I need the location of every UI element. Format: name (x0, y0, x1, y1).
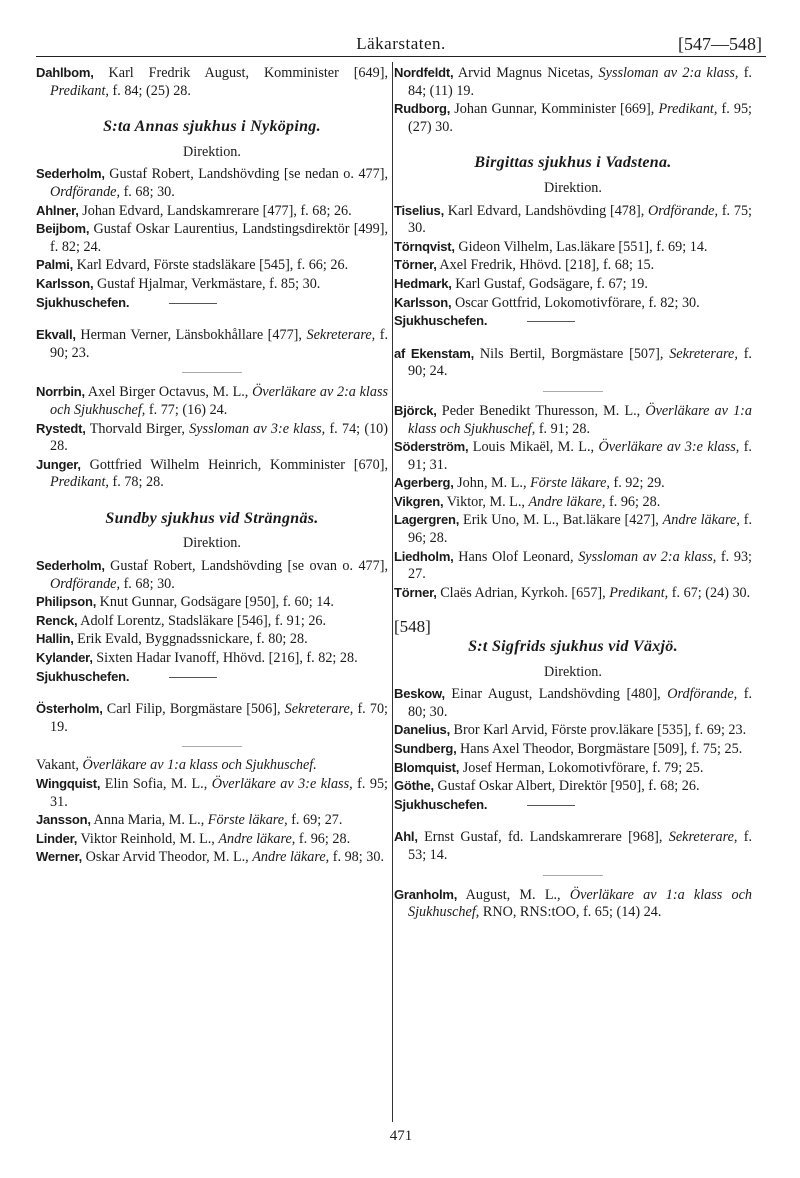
person-name: Nordfeldt, (394, 65, 454, 80)
person-name: Granholm, (394, 886, 458, 902)
person-years: f. 78; 28. (108, 474, 164, 491)
person-entry (36, 775, 388, 811)
person-name: Palmi, (36, 257, 74, 273)
direktion-heading: Direktion. (544, 663, 602, 680)
person-years: f. 80; 30. (408, 686, 752, 720)
person-years: f. 90; 24. (408, 345, 752, 380)
person-entry (36, 848, 388, 867)
person-name: Beijbom, (36, 221, 90, 237)
person-years: f. 93; 27. (408, 548, 752, 583)
running-title: Läkarstaten. (356, 34, 446, 53)
page (36, 0, 766, 1178)
person-years: f. 69; 27. (287, 812, 343, 829)
person-entry (394, 548, 752, 584)
person-name: af Ekenstam, (394, 345, 475, 361)
person-details: Carl Filip, Borgmästare [506], (102, 701, 285, 718)
sjukhuschef-label: Sjukhuschefen. (36, 668, 388, 687)
section-title-birgittas: Birgittas sjukhus i Vadstena. (474, 154, 672, 172)
person-years: f. 74; (10) 28. (50, 420, 388, 455)
annas-secretary (36, 326, 388, 362)
person-years: f. 95; (27) 30. (408, 101, 752, 135)
person-details: Anna Maria, M. L., (90, 812, 208, 829)
person-years: f. 91; 28. (535, 420, 591, 437)
person-role: Ordförande, (667, 686, 738, 703)
person-name: Rudborg, (394, 101, 451, 117)
person-entry (394, 100, 752, 136)
person-years: f. 96; 28. (605, 493, 661, 510)
person-details: Johan Gunnar, Komminister [669], (450, 101, 659, 118)
person-years: f. 68; 30. (120, 183, 175, 200)
person-details: Hans Axel Theodor, Borgmästare [509], f. 75; 25. (456, 741, 743, 757)
person-details: Peder Benedikt Thuresson, M. L., (436, 402, 646, 419)
person-entry (36, 420, 388, 456)
annas-direktion-list (36, 165, 388, 293)
direktion-heading: Direktion. (183, 535, 241, 552)
person-details: Gottfried Wilhelm Heinrich, Komminister [670], (80, 456, 388, 473)
person-role: Överläkare av 3:e klass, (211, 776, 353, 792)
person-details: Nils Bertil, Borgmästare [507], (474, 345, 670, 362)
person-entry (36, 700, 388, 736)
person-details: Johan Edvard, Landskamrerare [477], f. 68; 26. (78, 202, 352, 219)
person-details: Karl Edvard, Landshövding [478], (443, 202, 649, 219)
person-details: Einar August, Landshövding [480], (444, 686, 668, 703)
person-role: Andre läkare, (252, 849, 330, 866)
person-entry (394, 493, 752, 512)
separator (543, 391, 603, 392)
person-entry (36, 64, 388, 100)
person-details: Viktor, M. L., (443, 493, 529, 510)
person-years: f. 96; 28. (295, 830, 351, 847)
page-header (36, 32, 766, 57)
person-role: Förste läkare, (530, 475, 610, 492)
person-details: Gustaf Robert, Landshövding [se nedan o. 477], (104, 166, 388, 183)
person-entry (36, 202, 388, 221)
person-name: Danelius, (394, 722, 450, 738)
person-role: Predikant, (50, 82, 109, 99)
entry-range: [547—548] (678, 34, 762, 54)
person-role: Överläkare av 1:a klass och Sjukhuschef, (408, 402, 752, 437)
sundby-secretary (36, 700, 388, 736)
person-entry (394, 721, 752, 740)
direktion-heading: Direktion. (183, 143, 241, 160)
person-role: Överläkare av 1:a klass och Sjukhuschef, (408, 886, 752, 921)
person-role: Sekreterare, (668, 829, 738, 846)
person-role: Ordförande, (50, 575, 121, 592)
person-name: Göthe, (394, 778, 434, 794)
person-role: Predikant, (50, 474, 109, 491)
separator (182, 746, 242, 747)
person-name: Liedholm, (394, 548, 454, 564)
person-details: Karl Edvard, Förste stadsläkare [545], f. 66; 26. (73, 257, 349, 274)
person-name: Philipson, (36, 594, 97, 610)
person-details: Axel Fredrik, Hhövd. [218], f. 68; 15. (436, 257, 655, 274)
section-number: [548] (394, 617, 431, 637)
person-role: Predikant, (609, 584, 669, 601)
sigfrids-direktion-list (394, 685, 752, 796)
sjukhuschef-label: Sjukhuschefen. (394, 312, 752, 331)
person-details: Oscar Gottfrid, Lokomotivförare, f. 82; 30. (451, 294, 700, 311)
person-name: Blomquist, (394, 759, 460, 775)
sundby-direktion-list (36, 557, 388, 668)
person-name: Österholm, (36, 701, 103, 717)
person-details: Josef Herman, Lokomotivförare, f. 79; 25. (459, 759, 704, 776)
person-years: f. 77; (16) 24. (145, 401, 228, 418)
person-details: Gustaf Oskar Albert, Direktör [950], f. 68; 26. (433, 778, 700, 795)
birgittas-secretary (394, 345, 752, 381)
person-details: Knut Gunnar, Godsägare [950], f. 60; 14. (96, 594, 334, 611)
person-entry (36, 456, 388, 492)
person-name: Hedmark, (394, 275, 452, 291)
person-entry (394, 402, 752, 438)
sundby-staff-list (36, 775, 388, 867)
sjukhuschef-label: Sjukhuschefen. (36, 294, 388, 313)
person-name: Törner, (394, 257, 437, 273)
person-years: f. 90; 23. (50, 327, 388, 361)
person-entry (394, 886, 752, 922)
person-role: Överläkare av 2:a klass och Sjukhuschef, (50, 384, 388, 418)
person-details: Arvid Magnus Nicetas, (453, 65, 599, 81)
person-entry (394, 777, 752, 796)
person-name: Renck, (36, 612, 78, 628)
birgittas-direktion-list (394, 202, 752, 313)
person-years: f. 96; 28. (408, 512, 752, 547)
person-name: Beskow, (394, 686, 445, 702)
person-entry (36, 326, 388, 362)
person-name: Törnqvist, (394, 238, 455, 254)
person-name: Dahlbom, (36, 65, 94, 80)
person-name: Sundberg, (394, 741, 457, 756)
person-entry (36, 256, 388, 275)
person-name: Lagergren, (394, 512, 460, 528)
person-role: Sekreterare, (669, 345, 738, 362)
person-name: Björck, (394, 402, 437, 418)
person-role: Syssloman av 2:a klass, (598, 65, 739, 81)
person-entry (394, 685, 752, 721)
person-years: f. 95; 31. (50, 776, 388, 810)
person-years: f. 91; 31. (408, 439, 752, 473)
person-name: Jansson, (36, 812, 91, 828)
person-role: Sekreterare, (284, 701, 354, 718)
right-intro (394, 64, 752, 136)
person-role: Ordförande, (648, 202, 719, 219)
person-details: Gustaf Oskar Laurentius, Landstingsdirektör [499], f. 82; 24. (50, 221, 388, 255)
person-role: Ordförande, (50, 183, 121, 200)
person-entry (394, 64, 752, 100)
person-entry (36, 220, 388, 256)
person-details: Hans Olof Leonard, (453, 548, 579, 565)
sigfrids-secretary (394, 828, 752, 864)
person-details: Ernst Gustaf, fd. Landskamrerare [968], (417, 829, 669, 846)
person-name: Rystedt, (36, 420, 86, 436)
person-name: Kylander, (36, 650, 93, 666)
person-details: Viktor Reinhold, M. L., (77, 830, 219, 847)
person-years: f. 75; 30. (408, 202, 752, 237)
person-role: Syssloman av 2:a klass, (578, 548, 717, 565)
person-name: Norrbin, (36, 384, 85, 400)
person-details: Thorvald Birger, (85, 420, 190, 437)
person-name: Ahlner, (36, 202, 79, 218)
person-name: Hallin, (36, 631, 74, 647)
section-title-sundby: Sundby sjukhus vid Strängnäs. (105, 509, 319, 527)
person-details: Sixten Hadar Ivanoff, Hhövd. [216], f. 82; 28. (92, 650, 358, 667)
person-role: Andre läkare, (218, 830, 296, 847)
person-details: August, M. L., (457, 886, 570, 903)
person-role: Överläkare av 3:e klass, (598, 439, 740, 456)
person-details: Erik Uno, M. L., Bat.läkare [427], (459, 512, 663, 529)
page-number: 471 (389, 1128, 413, 1144)
person-years: f. 67; (24) 30. (668, 584, 751, 601)
person-entry (36, 557, 388, 593)
person-details: Oskar Arvid Theodor, M. L., (82, 849, 253, 866)
person-name: Söderström, (394, 439, 469, 455)
direktion-heading: Direktion. (544, 179, 602, 196)
person-years: f. 92; 29. (609, 475, 665, 492)
annas-staff-list (36, 383, 388, 492)
person-name: Vikgren, (394, 493, 444, 509)
person-name: Ekvall, (36, 327, 76, 343)
person-details: Adolf Lorentz, Stadsläkare [546], f. 91; 26. (77, 612, 327, 629)
person-entry (394, 256, 752, 275)
birgittas-staff-list (394, 402, 752, 603)
right-column (394, 64, 752, 922)
person-entry (394, 828, 752, 864)
person-years: f. 70; 19. (50, 701, 388, 735)
section-title-sigfrids: S:t Sigfrids sjukhus vid Växjö. (468, 638, 678, 656)
person-years: f. 68; 30. (120, 575, 175, 592)
person-role: Andre läkare, (528, 493, 606, 510)
person-name: Sederholm, (36, 558, 105, 574)
person-details: Gustaf Hjalmar, Verkmästare, f. 85; 30. (93, 275, 321, 292)
sigfrids-staff-list (394, 886, 752, 922)
person-years: f. 53; 14. (408, 829, 753, 863)
person-entry (36, 275, 388, 294)
person-details: Axel Birger Octavus, M. L., (84, 384, 253, 401)
person-entry (36, 811, 388, 830)
person-entry (36, 612, 388, 631)
person-years: f. 98; 30. (329, 849, 384, 866)
section-title-annas: S:ta Annas sjukhus i Nyköping. (103, 118, 321, 136)
person-details: Gustaf Robert, Landshövding [se ovan o. 477], (104, 558, 388, 575)
person-name: Agerberg, (394, 475, 454, 491)
vakant-entry: Vakant, Överläkare av 1:a klass och Sjukhuschef. (36, 757, 317, 774)
person-years: f. 84; (11) 19. (408, 65, 752, 99)
person-entry (394, 345, 752, 381)
person-details: Elin Sofia, M. L., (100, 776, 212, 792)
person-name: Sederholm, (36, 166, 105, 182)
person-entry (394, 584, 752, 603)
person-name: Karlsson, (394, 294, 452, 310)
person-entry (394, 275, 752, 294)
person-name: Ahl, (394, 829, 418, 845)
person-role: Predikant, (658, 101, 718, 118)
person-years: f. 84; (25) 28. (108, 82, 191, 99)
person-entry (36, 649, 388, 668)
person-name: Linder, (36, 830, 78, 846)
person-entry (36, 165, 388, 201)
person-name: Wingquist, (36, 776, 101, 791)
person-years: RNO, RNS:tOO, f. 65; (14) 24. (479, 904, 662, 921)
person-role: Syssloman av 3:e klass, (189, 420, 326, 437)
person-entry (394, 238, 752, 257)
person-details: Claës Adrian, Kyrkoh. [657], (436, 584, 610, 601)
person-details: Bror Karl Arvid, Förste prov.läkare [535], f. 69; 23. (450, 722, 747, 739)
person-entry (36, 830, 388, 849)
person-name: Junger, (36, 456, 81, 472)
left-column (36, 64, 388, 867)
person-entry (394, 474, 752, 493)
person-name: Werner, (36, 849, 83, 865)
person-role: Andre läkare, (662, 512, 740, 529)
person-entry (394, 202, 752, 238)
person-details: Louis Mikaël, M. L., (468, 439, 599, 456)
person-role: Förste läkare, (207, 812, 288, 829)
person-entry (36, 593, 388, 612)
person-entry (36, 383, 388, 419)
separator (543, 875, 603, 876)
person-entry (36, 630, 388, 649)
person-details: Gideon Vilhelm, Las.läkare [551], f. 69; 14. (454, 238, 708, 255)
person-entry (394, 740, 752, 759)
person-role: Sekreterare, (306, 327, 376, 344)
person-details: Herman Verner, Länsbokhållare [477], (75, 327, 307, 344)
person-entry (394, 294, 752, 313)
person-details: Karl Fredrik August, Komminister [649], (93, 65, 388, 81)
person-details: John, M. L., (453, 475, 531, 492)
separator (182, 372, 242, 373)
left-intro (36, 64, 388, 100)
person-entry (394, 759, 752, 778)
person-name: Karlsson, (36, 275, 94, 291)
person-entry (394, 511, 752, 547)
person-name: Törner, (394, 584, 437, 600)
person-name: Tiselius, (394, 202, 444, 218)
sjukhuschef-label: Sjukhuschefen. (394, 796, 752, 815)
person-details: Erik Evald, Byggnadssnickare, f. 80; 28. (73, 631, 308, 648)
person-entry (394, 438, 752, 474)
person-details: Karl Gustaf, Godsägare, f. 67; 19. (451, 275, 648, 292)
column-divider (392, 62, 393, 1122)
